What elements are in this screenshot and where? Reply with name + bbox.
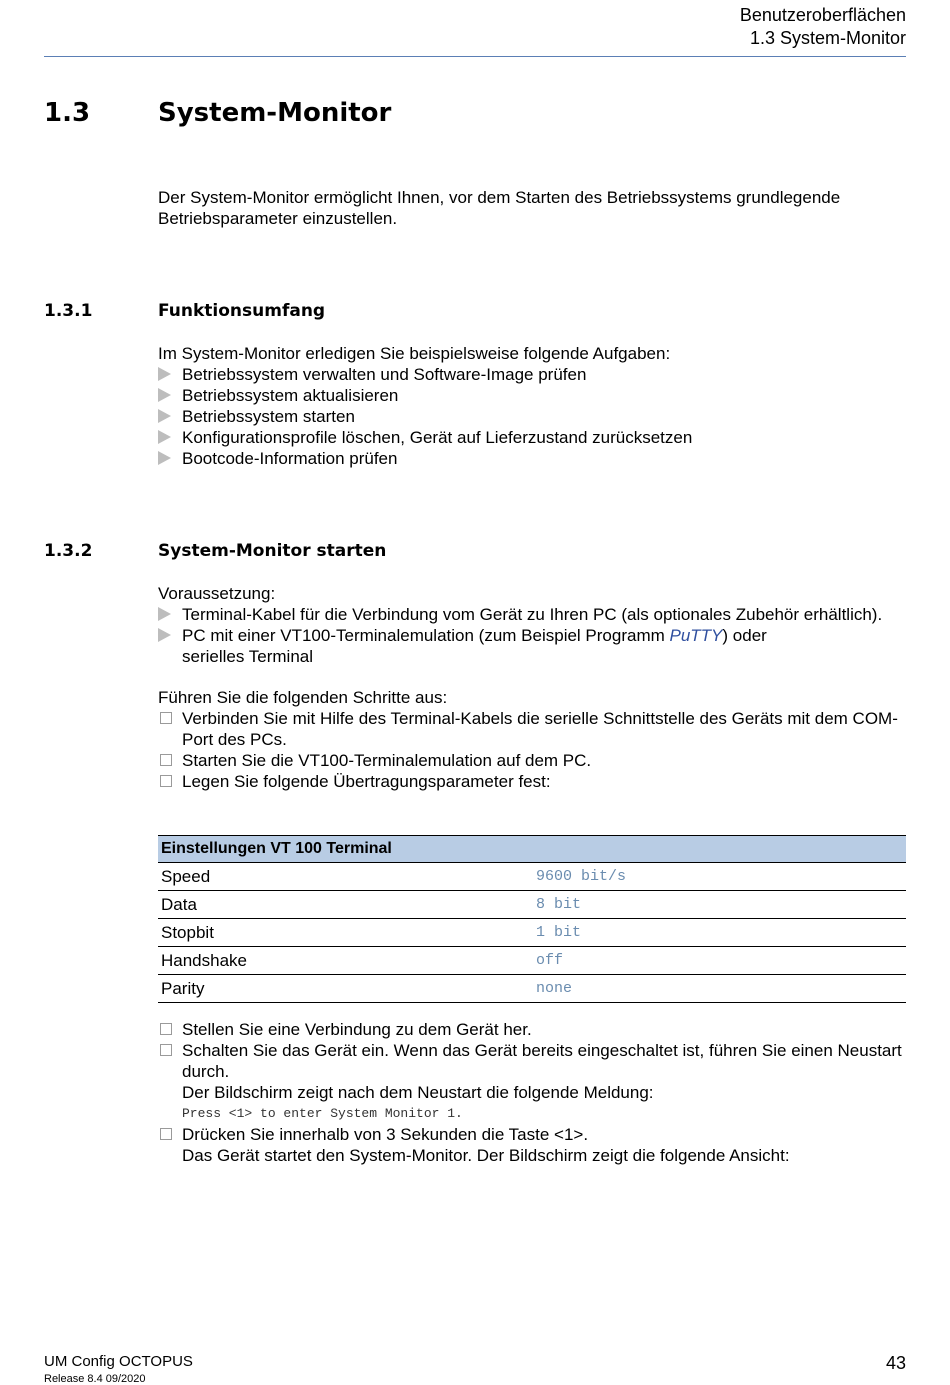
triangle-bullet-icon: [158, 451, 171, 465]
subsection-2-title: System-Monitor starten: [158, 541, 387, 561]
table-row: [158, 891, 906, 919]
terminal-settings-table: [158, 835, 906, 1003]
footer-doc-title: UM Config OCTOPUS: [44, 1353, 193, 1370]
steps-label: Führen Sie die folgenden Schritte aus:: [158, 688, 448, 707]
table-row: [158, 975, 906, 1003]
putty-link[interactable]: PuTTY: [669, 626, 723, 645]
triangle-bullet-icon: [158, 388, 171, 402]
intro-line-2: Betriebsparameter einzustellen.: [158, 209, 398, 228]
table-row: [158, 863, 906, 891]
prerequisite-2-continuation: serielles Terminal: [182, 647, 314, 666]
section-number: 1.3: [44, 98, 91, 128]
triangle-bullet-icon: [158, 409, 171, 423]
page-number: 43: [885, 1353, 906, 1373]
footer-release: Release 8.4 09/2020: [44, 1373, 146, 1385]
triangle-bullet-icon: [158, 367, 171, 381]
section-title: System-Monitor: [158, 98, 392, 128]
running-header-section: 1.3 System-Monitor: [749, 28, 906, 48]
checkbox-icon: [160, 775, 172, 787]
checkbox-icon: [160, 1128, 172, 1140]
checkbox-icon: [160, 712, 172, 724]
running-header-chapter: Benutzeroberflächen: [739, 5, 906, 25]
subsection-2-number: 1.3.2: [44, 541, 93, 561]
subsection-1-lead: Im System-Monitor erledigen Sie beispielsweise folgende Aufgaben:: [158, 344, 671, 363]
checkbox-icon: [160, 754, 172, 766]
table-header-row: [158, 836, 906, 863]
triangle-bullet-icon: [158, 430, 171, 444]
param-value: none: [536, 975, 906, 1003]
param-value: 1 bit: [536, 919, 906, 947]
checkbox-icon: [160, 1023, 172, 1035]
checkbox-icon: [160, 1044, 172, 1056]
intro-line-1: Der System-Monitor ermöglicht Ihnen, vor dem Starten des Betriebssystems grundlegende: [158, 188, 841, 207]
triangle-bullet-icon: [158, 607, 171, 621]
param-label: Parity: [158, 975, 536, 1003]
param-label: Speed: [158, 863, 536, 891]
param-value: 9600 bit/s: [536, 863, 906, 891]
subsection-1-title: Funktionsumfang: [158, 301, 326, 321]
subsection-1-number: 1.3.1: [44, 301, 93, 321]
step-6-result: Das Gerät startet den System-Monitor. Der Bildschirm zeigt die folgende Ansicht:: [182, 1146, 790, 1165]
console-message: Press <1> to enter System Monitor 1.: [182, 1106, 463, 1121]
param-label: Data: [158, 891, 536, 919]
step-5-continuation: durch.: [182, 1062, 230, 1081]
table-row: [158, 919, 906, 947]
step-5-result: Der Bildschirm zeigt nach dem Neustart die folgende Meldung:: [182, 1083, 654, 1102]
table-header: Einstellungen VT 100 Terminal: [158, 836, 906, 863]
param-label: Stopbit: [158, 919, 536, 947]
param-value: 8 bit: [536, 891, 906, 919]
prerequisite-label: Voraussetzung:: [158, 584, 276, 603]
header-rule: [44, 56, 906, 57]
step-1-continuation: Port des PCs.: [182, 730, 287, 749]
param-value: off: [536, 947, 906, 975]
table-row: [158, 947, 906, 975]
param-label: Handshake: [158, 947, 536, 975]
triangle-bullet-icon: [158, 628, 171, 642]
